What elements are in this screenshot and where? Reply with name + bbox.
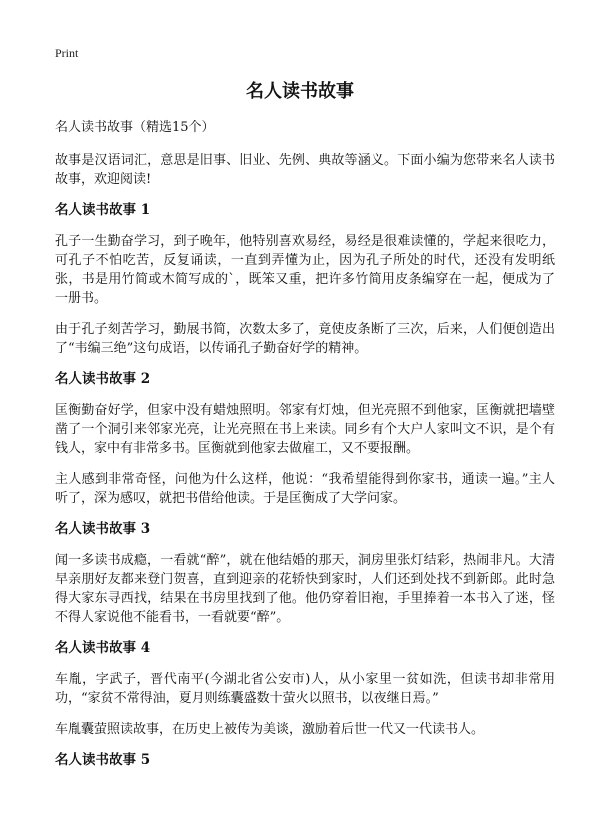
story-heading: 名人读书故事 2 xyxy=(55,371,151,387)
story-heading: 名人读书故事 5 xyxy=(55,752,151,768)
story-paragraph: 由于孔子刻苦学习，勤展书简，次数太多了，竟使皮条断了三次，后来，人们便创造出了“韦编三绝”这句成语，以传诵孔子勤奋好学的精神。 xyxy=(55,322,555,356)
story-paragraph: 车胤囊萤照读故事，在历史上被传为美谈，激励着后世一代又一代读书人。 xyxy=(55,722,485,737)
story-4 xyxy=(55,639,555,739)
story-heading: 名人读书故事 4 xyxy=(55,640,151,656)
story-heading: 名人读书故事 3 xyxy=(55,521,151,537)
story-3 xyxy=(55,520,555,627)
story-paragraph: 主人感到非常奇怪，问他为什么这样，他说：“我希望能得到你家书，通读一遍。”主人听了，深为感叹，就把书借给他读。于是匡衡成了大学问家。 xyxy=(55,472,555,506)
story-5 xyxy=(55,751,555,770)
intro-paragraph: 故事是汉语词汇，意思是旧事、旧业、先例、典故等涵义。下面小编为您带来名人读书故事，欢迎阅读! xyxy=(55,153,555,187)
document-subtitle: 名人读书故事（精选15个） xyxy=(55,120,215,135)
story-1 xyxy=(55,201,555,358)
print-link[interactable]: Print xyxy=(55,46,79,60)
document-body xyxy=(55,118,555,782)
document-title: 名人读书故事 xyxy=(246,81,354,102)
story-2 xyxy=(55,370,555,508)
story-paragraph: 匡衡勤奋好学，但家中没有蜡烛照明。邻家有灯烛，但光亮照不到他家，匡衡就把墙壁凿了一个洞引来邻家光亮，让光亮照在书上来读。同乡有个大户人家叫文不识，是个有钱人，家中有非常多书。匡衡就到他家去做雇工，又不要报酬。 xyxy=(55,403,555,456)
story-heading: 名人读书故事 1 xyxy=(55,202,151,218)
story-paragraph: 闻一多读书成瘾，一看就“醉”，就在他结婚的那天，洞房里张灯结彩，热闹非凡。大清早亲朋好友都来登门贺喜，直到迎亲的花轿快到家时，人们还到处找不到新郎。此时急得大家东寻西找，结果在书房里找到了他。他仍穿着旧袍，手里捧着一本书入了迷，怪不得人家说他不能看书，一看就要“醉”。 xyxy=(55,553,555,625)
story-paragraph: 车胤，字武子，晋代南平(今湖北省公安市)人，从小家里一贫如洗，但读书却非常用功，“家贫不常得油，夏月则练囊盛数十萤火以照书，以夜继日焉。” xyxy=(55,672,555,706)
story-paragraph: 孔子一生勤奋学习，到子晚年，他特别喜欢易经，易经是很难读懂的，学起来很吃力，可孔子不怕吃苦，反复诵读，一直到弄懂为止，因为孔子所处的时代，还没有发明纸张，书是用竹简或木简写成的`，既笨又重，把许多竹简用皮条编穿在一起，便成为了一册书。 xyxy=(55,234,555,306)
